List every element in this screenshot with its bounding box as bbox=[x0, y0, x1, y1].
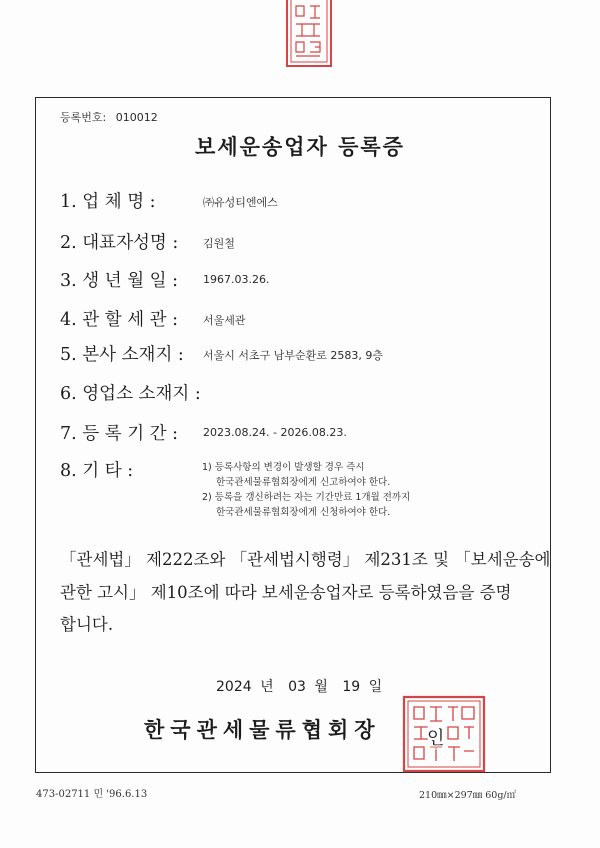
statement-line-1: 「관세법」 제222조와 「관세법시행령」 제231조 및 「보세운송에 bbox=[60, 550, 551, 569]
statement-line-3: 합니다. bbox=[60, 615, 114, 634]
field-label-head-office: 5. 본사 소재지 : bbox=[60, 345, 184, 365]
top-seal-stamp bbox=[284, 0, 334, 72]
form-number: 473-02711 민 '96.6.13 bbox=[36, 789, 148, 800]
field-label-company: 1. 업 체 명 : bbox=[60, 192, 156, 212]
field-value-head-office: 서울시 서초구 남부순환로 2583, 9층 bbox=[203, 349, 383, 362]
issuer-name: 한국관세물류협회장 bbox=[144, 717, 381, 742]
seal-character: 인 bbox=[427, 724, 444, 750]
field-label-birthdate: 3. 생 년 월 일 : bbox=[60, 271, 179, 291]
issue-month-unit: 월 bbox=[314, 679, 328, 695]
issue-month: 03 bbox=[288, 679, 306, 695]
issue-day: 19 bbox=[342, 679, 361, 695]
field-value-representative: 김원철 bbox=[203, 237, 235, 250]
issue-day-unit: 일 bbox=[368, 679, 383, 695]
note-1-continued: 한국관세물류협회장에게 신고하여야 한다. bbox=[216, 477, 391, 488]
issue-date bbox=[216, 676, 382, 696]
field-value-company: ㈜유성티엔에스 bbox=[203, 196, 278, 209]
note-1: 1) 등록사항의 변경이 발생할 경우 즉시 bbox=[202, 462, 365, 473]
statement-line-2: 관한 고시」 제10조에 따라 보세운송업자로 등록하였음을 증명 bbox=[60, 583, 512, 602]
note-2: 2) 등록을 갱신하려는 자는 기간만료 1개월 전까지 bbox=[202, 492, 411, 503]
issue-year-unit: 년 bbox=[260, 679, 274, 695]
field-value-period: 2023.08.24. - 2026.08.23. bbox=[203, 426, 347, 439]
registration-number bbox=[60, 109, 158, 125]
issue-year: 2024 bbox=[216, 679, 252, 695]
registration-number-value: 010012 bbox=[115, 111, 158, 124]
field-label-period: 7. 등 록 기 간 : bbox=[60, 424, 179, 444]
field-label-branch-office: 6. 영업소 소재지 : bbox=[60, 384, 201, 404]
field-value-customs: 서울세관 bbox=[203, 314, 246, 327]
paper-spec: 210㎜×297㎜ 60g/㎡ bbox=[419, 790, 517, 801]
field-value-birthdate: 1967.03.26. bbox=[203, 273, 270, 286]
field-label-customs: 4. 관 할 세 관 : bbox=[60, 310, 179, 330]
field-label-representative: 2. 대표자성명 : bbox=[60, 233, 179, 253]
registration-number-label: 등록번호: bbox=[60, 111, 107, 124]
document-title: 보세운송업자 등록증 bbox=[195, 134, 405, 159]
note-2-continued: 한국관세물류협회장에게 신청하여야 한다. bbox=[216, 507, 391, 518]
field-label-other: 8. 기 타 : bbox=[60, 461, 134, 481]
